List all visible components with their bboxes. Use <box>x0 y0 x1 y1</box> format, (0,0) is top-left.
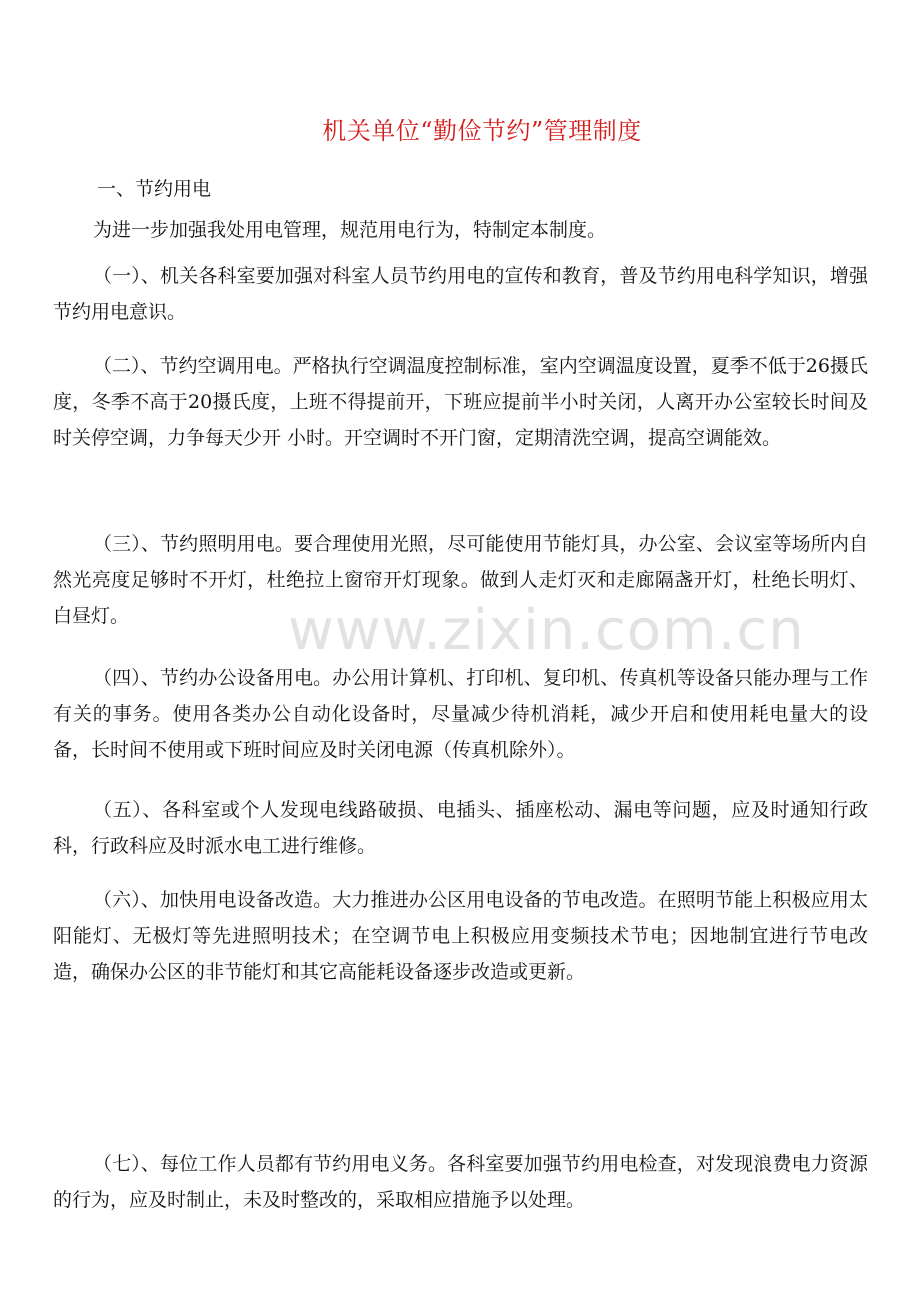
paragraph-2: （二）、节约空调用电。严格执行空调温度控制标准，室内空调温度设置，夏季不低于26摄氏度，冬季不高于20摄氏度，上班不得提前开，下班应提前半小时关闭，人离开办公室较长时间及时关停空调，力争每天少开 小时。开空调时不开门窗，定期清洗空调，提高空调能效。 <box>53 355 868 449</box>
paragraph-6: （六）、加快用电设备改造。大力推进办公区用电设备的节电改造。在照明节能上积极应用太阳能灯、无极灯等先进照明技术；在空调节电上积极应用变频技术节电；因地制宜进行节电改造，确保办公区的非节能灯和其它高能耗设备逐步改造或更新。 <box>53 889 868 983</box>
paragraph-5: （五）、各科室或个人发现电线路破损、电插头、插座松动、漏电等问题，应及时通知行政科，行政科应及时派水电工进行维修。 <box>53 799 868 857</box>
document-title: 机关单位“勤俭节约”管理制度 <box>322 117 642 145</box>
paragraph-3: （三）、节约照明用电。要合理使用光照，尽可能使用节能灯具，办公室、会议室等场所内自然光亮度足够时不开灯，杜绝拉上窗帘开灯现象。做到人走灯灭和走廊隔盏开灯，杜绝长明灯、白昼灯。 <box>53 533 868 627</box>
paragraph-1: （一）、机关各科室要加强对科室人员节约用电的宣传和教育，普及节约用电科学知识，增强节约用电意识。 <box>53 265 868 323</box>
watermark: www.zixin.com.cn <box>288 598 805 663</box>
paragraph-4: （四）、节约办公设备用电。办公用计算机、打印机、复印机、传真机等设备只能办理与工作有关的事务。使用各类办公自动化设备时，尽量减少待机消耗，减少开启和使用耗电量大的设备，长时间不使用或下班时间应及时关闭电源（传真机除外）。 <box>53 667 868 761</box>
section-heading: 一、节约用电 <box>97 178 212 200</box>
paragraph-7: （七）、每位工作人员都有节约用电义务。各科室要加强节约用电检查，对发现浪费电力资源的行为，应及时制止，未及时整改的，采取相应措施予以处理。 <box>53 1153 868 1211</box>
intro-paragraph: 为进一步加强我处用电管理，规范用电行为，特制定本制度。 <box>93 219 607 241</box>
